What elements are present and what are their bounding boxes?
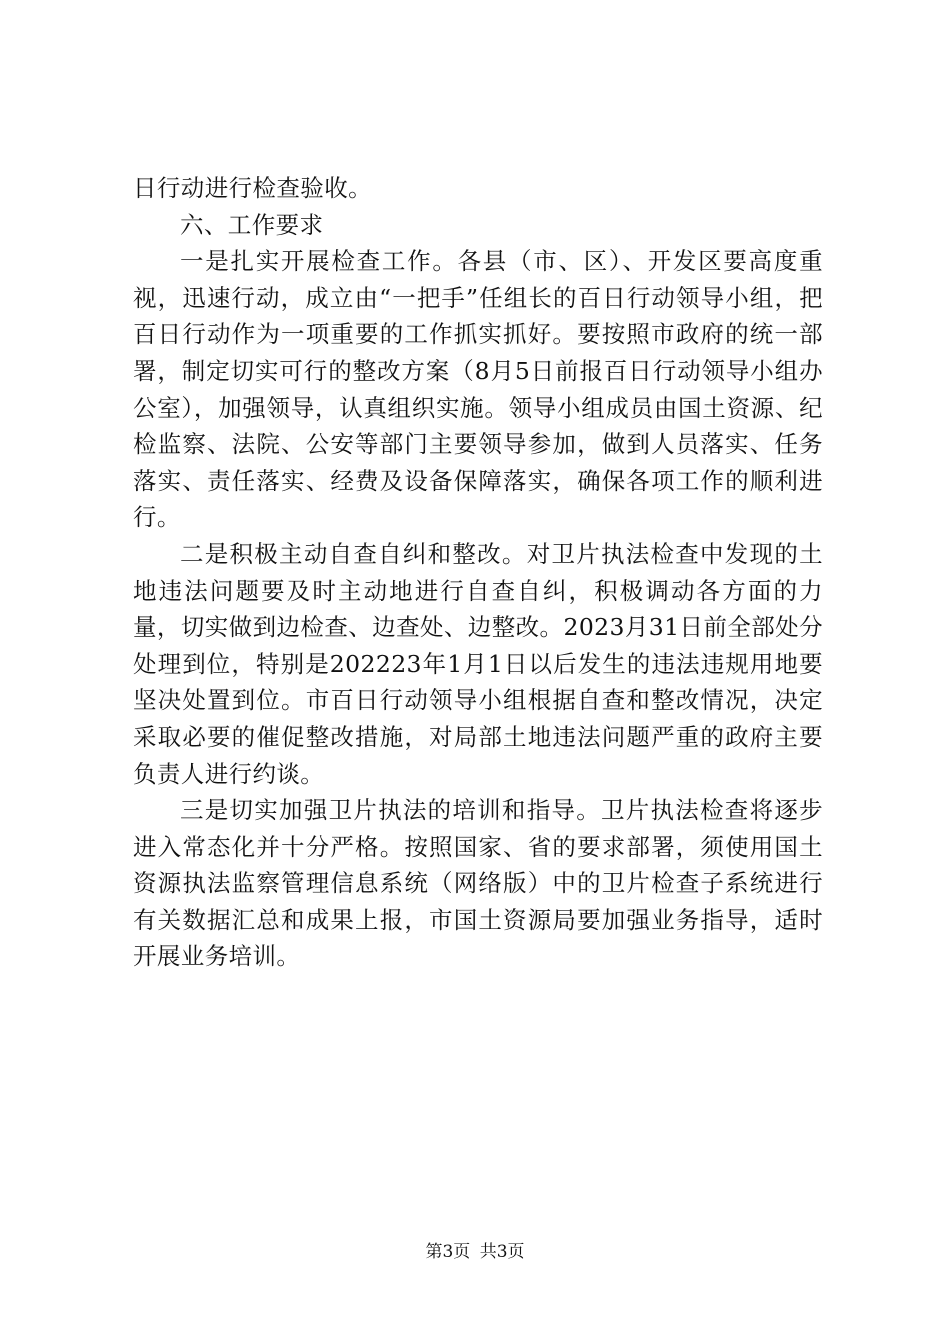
page-total: 共3页 (479, 1242, 525, 1262)
page-footer (0, 1240, 950, 1264)
section-heading: 六、工作要求 (180, 210, 324, 239)
document-body (133, 170, 823, 975)
paragraph-requirement-3: 三是切实加强卫片执法的培训和指导。卫片执法检查将逐步进入常态化并十分严格。按照国家、省的要求部署，须使用国土资源执法监察管理信息系统（网络版）中的卫片检查子系统进行有关数据汇总和成果上报，市国土资源局要加强业务指导，适时开展业务培训。 (133, 796, 823, 971)
paragraph-requirement-1: 一是扎实开展检查工作。各县（市、区）、开发区要高度重视，迅速行动，成立由“一把手”任组长的百日行动领导小组，把百日行动作为一项重要的工作抓实抓好。要按照市政府的统一部署，制定切实可行的整改方案（8月5日前报百日行动领导小组办公室），加强领导，认真组织实施。领导小组成员由国土资源、纪检监察、法院、公安等部门主要领导参加，做到人员落实、任务落实、责任落实、经费及设备保障落实，确保各项工作的顺利进行。 (133, 247, 823, 532)
page-number: 第3页 (425, 1242, 471, 1262)
paragraph-continuation: 日行动进行检查验收。 (133, 174, 372, 202)
paragraph-requirement-2: 二是积极主动自查自纠和整改。对卫片执法检查中发现的土地违法问题要及时主动地进行自查自纠，积极调动各方面的力量，切实做到边检查、边查处、边整改。2023月31日前全部处分处理到位，特别是202223年1月1日以后发生的违法违规用地要坚决处置到位。市百日行动领导小组根据自查和整改情况，决定采取必要的催促整改措施，对局部土地违法问题严重的政府主要负责人进行约谈。 (133, 539, 823, 788)
